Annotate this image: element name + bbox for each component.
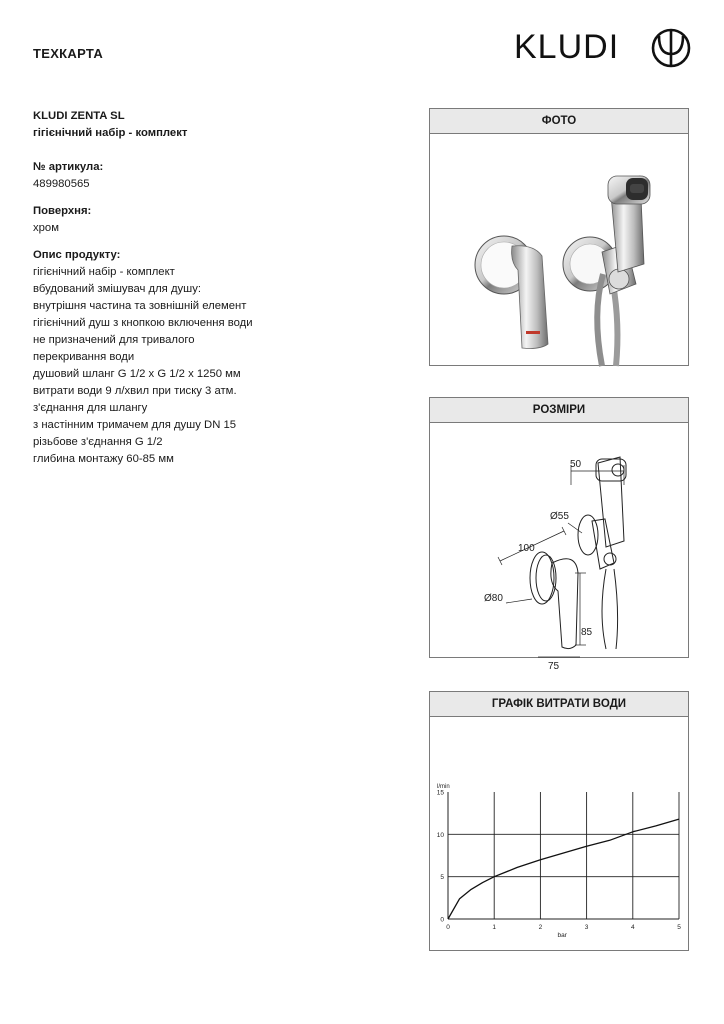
article-value: 489980565 [33, 178, 90, 190]
product-name: KLUDI ZENTA SL [33, 110, 125, 122]
y-tick-label: 10 [436, 831, 444, 839]
product-photo-illustration [430, 134, 688, 365]
description-line: вбудований змішувач для душу: [33, 283, 202, 295]
flow-chart-panel [429, 691, 689, 951]
dimension-label: 100 [518, 543, 535, 554]
photo-panel-title: ФОТО [430, 109, 688, 134]
surface-value: хром [33, 222, 59, 234]
y-axis-label: l/min [437, 784, 450, 790]
description-line: душовий шланг G 1/2 x G 1/2 x 1250 мм [33, 368, 241, 380]
photo-panel [429, 108, 689, 366]
dimensions-drawing-svg [430, 423, 688, 672]
product-info [33, 108, 363, 468]
brand-wordmark: KLUDI [514, 28, 620, 66]
page-title: ТЕХКАРТА [33, 46, 104, 61]
dimension-label: 75 [548, 661, 560, 672]
dimensions-panel [429, 397, 689, 672]
x-tick-label: 5 [677, 924, 681, 931]
dimension-label: Ø55 [550, 511, 569, 522]
y-tick-label: 15 [436, 789, 444, 797]
description-list [33, 264, 363, 468]
description-label: Опис продукту: [33, 249, 121, 261]
x-tick-label: 2 [538, 924, 543, 931]
x-tick-label: 0 [446, 924, 450, 931]
description-line: внутрішня частина та зовнішній елемент [33, 300, 247, 312]
description-line: гігієнічний душ з кнопкою включення води [33, 317, 253, 329]
description-line: глибина монтажу 60-85 мм [33, 453, 174, 465]
surface-label: Поверхня: [33, 205, 92, 217]
flow-chart [430, 717, 688, 950]
description-line: витрати води 9 л/хвил при тиску 3 атм. [33, 385, 237, 397]
flow-chart-svg [430, 717, 688, 950]
description-line: гігієнічний набір - комплект [33, 266, 175, 278]
x-tick-label: 3 [584, 924, 589, 931]
product-subtitle: гігієнічний набір - комплект [33, 127, 188, 139]
dimension-label: 50 [570, 459, 582, 470]
description-line: з настінним тримачем для душу DN 15 [33, 419, 237, 431]
description-line: різьбове з'єднання G 1/2 [33, 436, 163, 448]
description-line: з'єднання для шлангу [33, 402, 148, 414]
y-tick-label: 5 [440, 874, 444, 882]
dimension-label: Ø80 [484, 593, 503, 604]
x-tick-label: 1 [492, 924, 497, 931]
x-axis-label: bar [557, 932, 567, 939]
dimensions-panel-title: РОЗМІРИ [430, 398, 688, 423]
kludi-logo [514, 24, 689, 74]
product-photo [430, 134, 688, 365]
x-tick-label: 4 [630, 924, 635, 931]
kludi-emblem-icon [651, 24, 691, 72]
dimension-label: 85 [581, 627, 593, 638]
article-label: № артикула: [33, 161, 104, 173]
y-tick-label: 0 [440, 916, 444, 924]
description-line: перекривання води [33, 351, 135, 363]
description-line: не призначений для тривалого [33, 334, 195, 346]
dimensions-drawing [430, 423, 688, 672]
flow-chart-panel-title: ГРАФІК ВИТРАТИ ВОДИ [430, 692, 688, 717]
